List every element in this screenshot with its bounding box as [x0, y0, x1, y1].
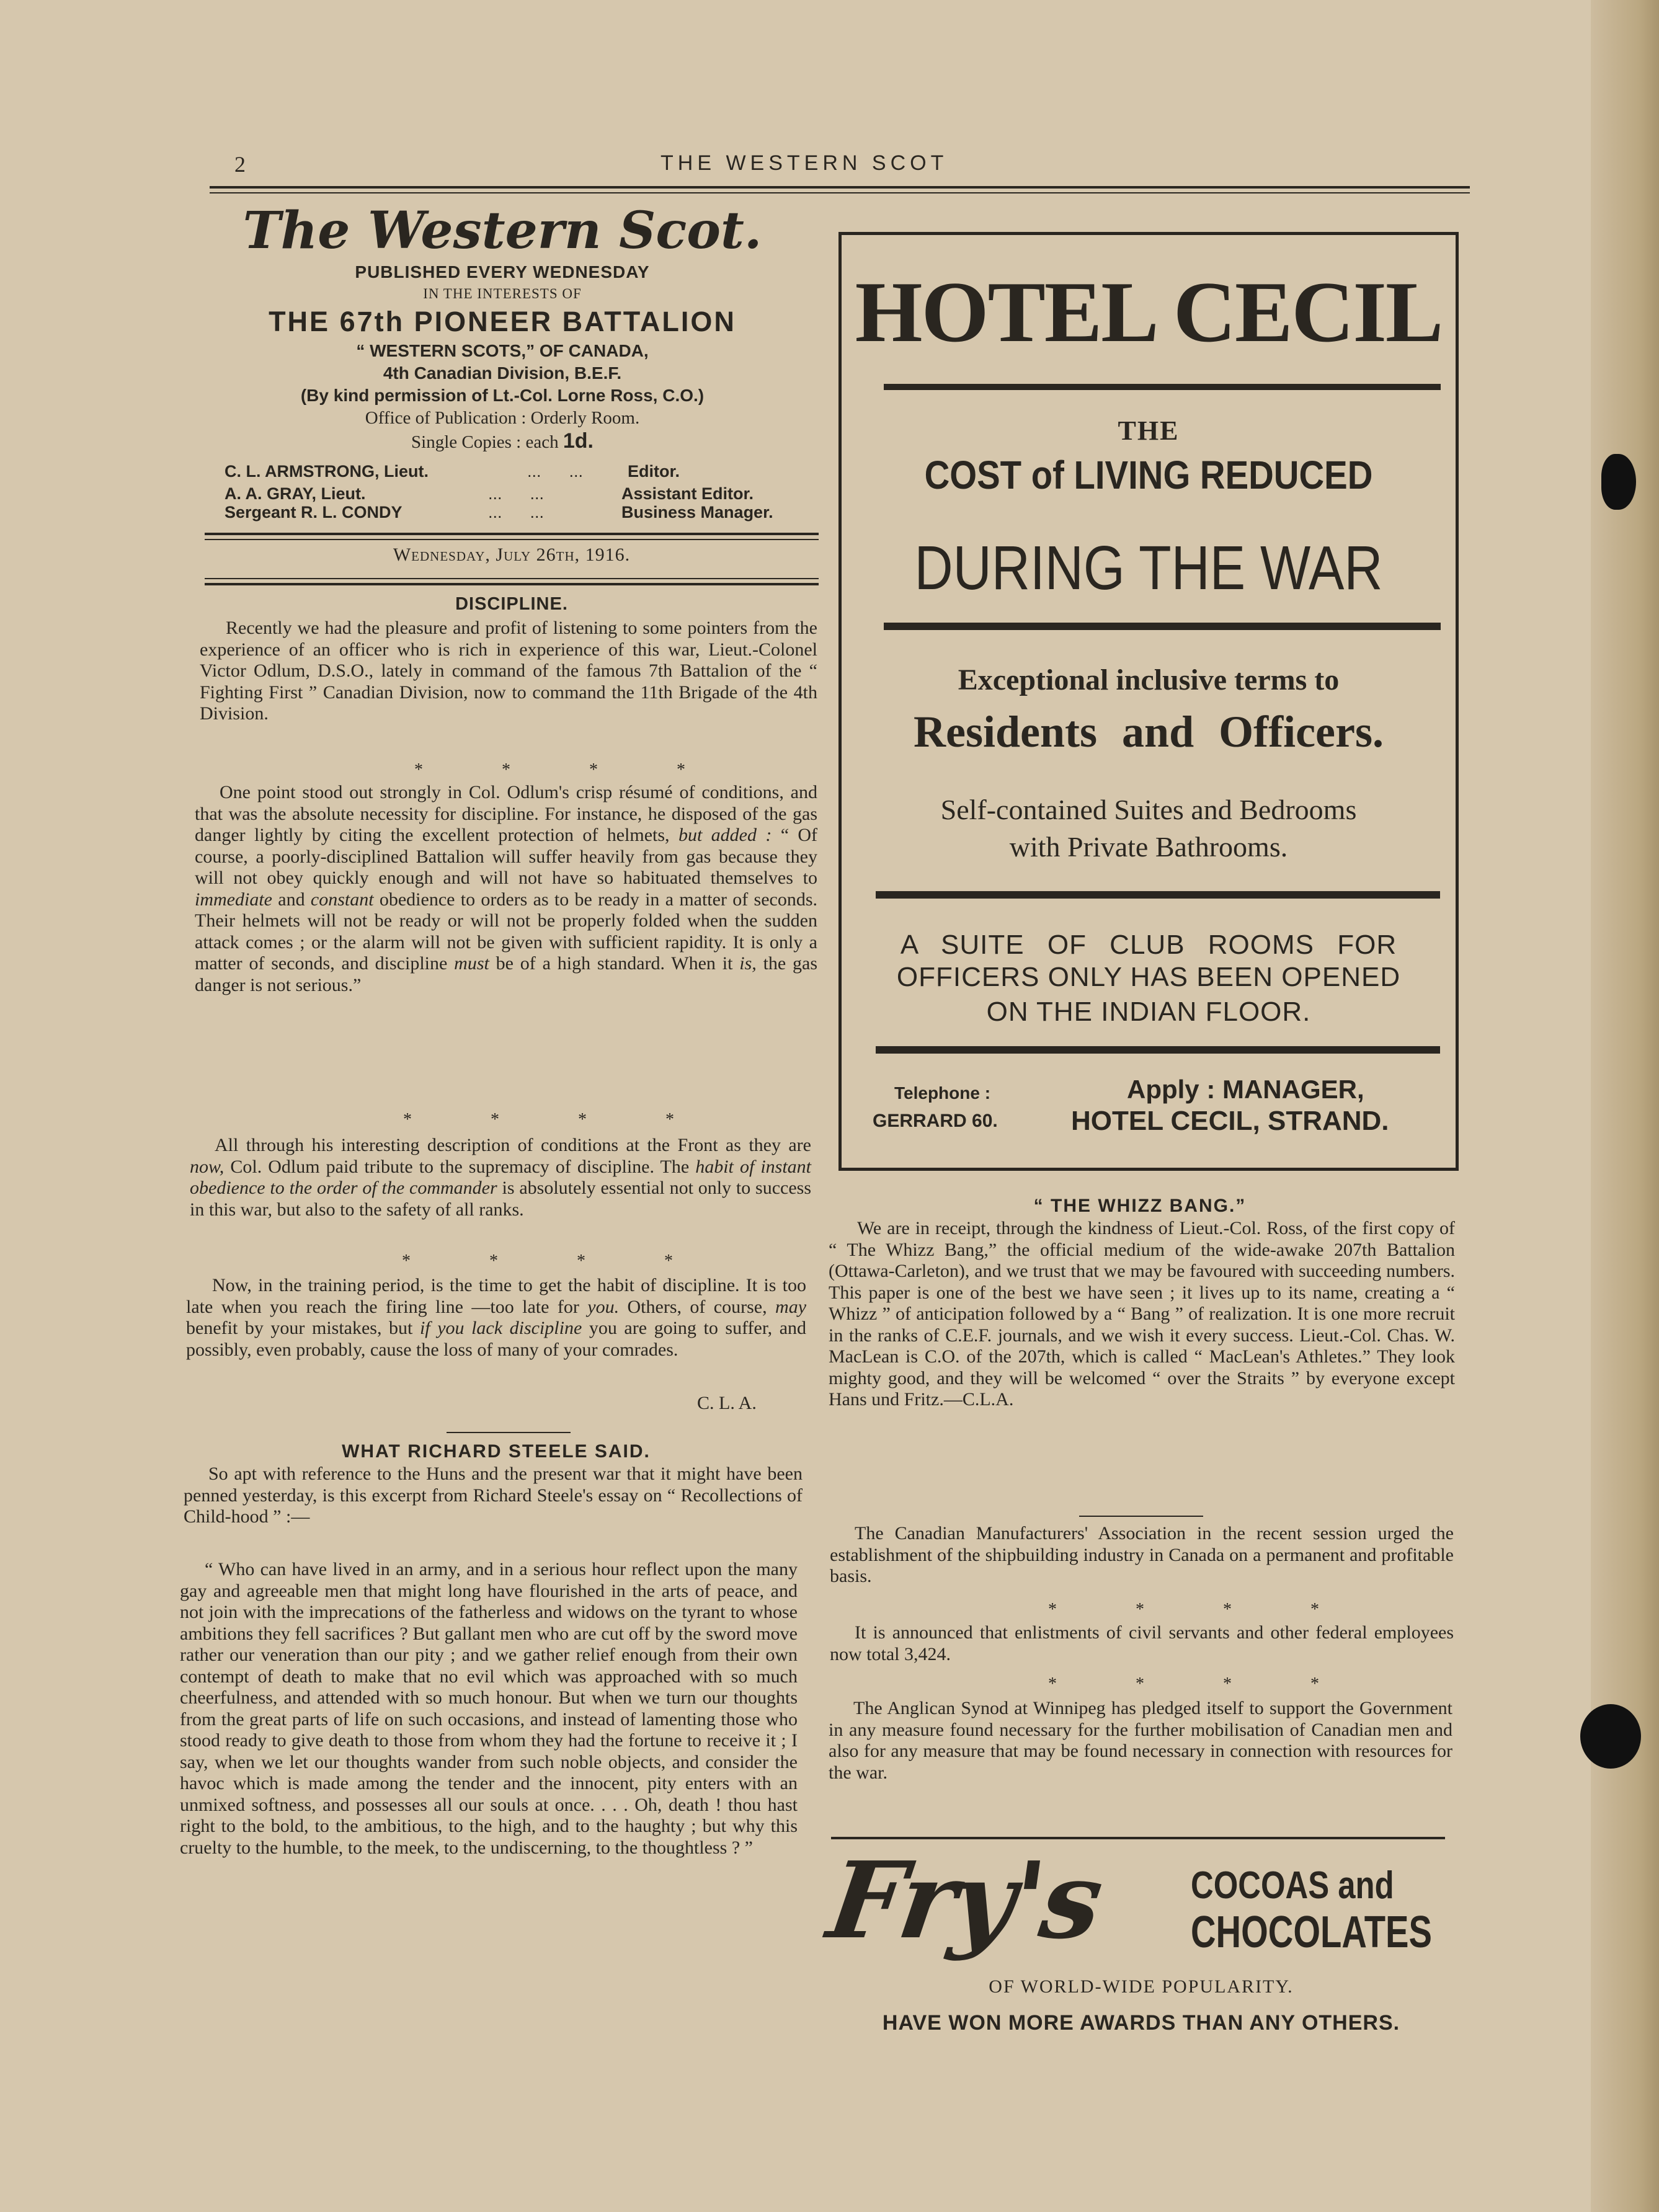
ad-the: THE	[1118, 415, 1180, 446]
article-divider	[1079, 1516, 1203, 1517]
division-line: 4th Canadian Division, B.E.F.	[383, 363, 622, 383]
discipline-signature: C. L. A.	[697, 1393, 757, 1413]
ad-suites-line-2: with Private Bathrooms.	[1009, 831, 1288, 863]
battalion-line: THE 67th PIONEER BATTALION	[269, 306, 736, 337]
discipline-paragraph-4: Now, in the training period, is the time to get the habit of discipline. It is too late when you reach the firing line —too late for you. Others, of course, may benefit by your mistakes, but if you lack discipline you are going to suffer, and possibly, even probably, cause the loss of many of your comrades.	[186, 1275, 807, 1360]
staff-role: Editor.	[628, 462, 680, 481]
staff-role: Business Manager.	[621, 503, 773, 522]
permission-line: (By kind permission of Lt.-Col. Lorne Ross, C.O.)	[300, 386, 705, 405]
staff-row-assistant	[225, 484, 754, 504]
ad-exceptional-terms: Exceptional inclusive terms to	[958, 664, 1340, 696]
staff-row-business	[225, 503, 773, 522]
staff-dots: ... ...	[488, 484, 545, 503]
ad-during-the-war: DURING THE WAR	[914, 533, 1383, 603]
ad-rule	[876, 1046, 1440, 1054]
copies-line	[186, 430, 819, 454]
header-rule-thin	[210, 192, 1470, 193]
ad-cost-of-living: COST of LIVING REDUCED	[924, 453, 1373, 497]
hotel-name: HOTEL CECIL	[855, 264, 1443, 360]
ad-club-line-2: OFFICERS ONLY HAS BEEN OPENED	[896, 962, 1401, 992]
section-stars: * * * *	[402, 1251, 710, 1271]
ad-telephone-number: GERRARD 60.	[873, 1111, 998, 1131]
header-rule	[210, 186, 1470, 189]
section-stars: * * * *	[403, 1110, 711, 1129]
ad-rule	[876, 891, 1440, 899]
ad-telephone-label: Telephone :	[894, 1083, 991, 1103]
issue-date: Wednesday, July 26th, 1916.	[393, 544, 631, 565]
date-rule	[205, 578, 819, 579]
copies-label: Single Copies : each	[411, 432, 559, 452]
page-number: 2	[234, 152, 246, 177]
masthead-rule	[205, 533, 819, 535]
ad-club-line-3: ON THE INDIAN FLOOR.	[986, 997, 1311, 1027]
article-divider	[447, 1432, 571, 1433]
discipline-paragraph-1: Recently we had the pleasure and profit of listening to some pointers from the experience of an officer who is rich in experience of this war, Lieut.-Colonel Victor Odlum, D.S.O., lately in command of the famous 7th Battalion of the “ Fighting First ” Canadian Division, now to command the 11th Brigade of the 4th Division.	[200, 618, 817, 724]
news-item-synod: The Anglican Synod at Winnipeg has pledged itself to support the Government in any measure found necessary for the further mobilisation of Canadian men and also for any measure that may be found necessary in connection with resources for the war.	[829, 1698, 1452, 1783]
hotel-cecil-ad	[838, 232, 1459, 1171]
news-item-enlistments: It is announced that enlistments of civil servants and other federal employees now total 3,424.	[830, 1622, 1454, 1664]
published-line: PUBLISHED EVERY WEDNESDAY	[355, 262, 650, 282]
running-title: THE WESTERN SCOT	[660, 151, 948, 175]
frys-awards: HAVE WON MORE AWARDS THAN ANY OTHERS.	[882, 2011, 1400, 2035]
section-stars: * * * *	[1048, 1600, 1356, 1619]
frys-cocoas: COCOAS and	[1191, 1864, 1394, 1907]
news-item-manufacturers: The Canadian Manufacturers' Association in the recent session urged the establishment of the shipbuilding industry in Canada on a permanent and profitable basis.	[830, 1523, 1454, 1586]
discipline-heading: DISCIPLINE.	[455, 594, 568, 614]
frys-popularity: OF WORLD-WIDE POPULARITY.	[989, 1976, 1294, 1997]
interests-line: IN THE INTERESTS OF	[423, 286, 582, 301]
steele-heading: WHAT RICHARD STEELE SAID.	[342, 1441, 651, 1462]
ad-residents-officers: Residents and Officers.	[914, 707, 1384, 757]
binding-hole	[1601, 454, 1636, 510]
western-scots-line: “ WESTERN SCOTS,” OF CANADA,	[356, 341, 649, 360]
binding-hole	[1580, 1704, 1641, 1769]
ad-rule	[884, 384, 1441, 390]
masthead-rule-thin	[205, 539, 819, 540]
whizz-paragraph: We are in receipt, through the kindness of Lieut.-Col. Ross, of the first copy of “ The Whizz Bang,” the official medium of the wide-awake 207th Battalion (Ottawa-Carleton), and we trust that we may be favoured with succeeding numbers. This paper is one of the best we have seen ; it lives up to its name, creating a “ Whizz ” of anticipation followed by a “ Bang ” of realization. It is one more recruit in the ranks of C.E.F. journals, and we wish it every success. Lieut.-Col. Chas. W. MacLean is C.O. of the 207th, which is called “ MacLean's Athletes.” They look mighty good, and they will be welcomed “ over the Straits ” by everyone except Hans und Fritz.—C.L.A.	[829, 1218, 1455, 1410]
ad-address: HOTEL CECIL, STRAND.	[1071, 1106, 1389, 1136]
ad-apply: Apply : MANAGER,	[1127, 1075, 1364, 1104]
staff-row-editor	[225, 462, 680, 481]
masthead	[186, 202, 819, 454]
staff-name: A. A. GRAY, Lieut.	[225, 484, 366, 503]
whizz-heading: “ THE WHIZZ BANG.”	[1033, 1196, 1247, 1216]
section-stars: * * * *	[414, 760, 723, 780]
frys-ad	[821, 1839, 1457, 2050]
masthead-title: The Western Scot.	[242, 201, 762, 260]
ad-suites-line-1: Self-contained Suites and Bedrooms	[940, 794, 1357, 825]
page-edge-shadow	[1591, 0, 1659, 2212]
copies-price: 1d.	[563, 429, 594, 453]
staff-role: Assistant Editor.	[621, 484, 754, 503]
discipline-paragraph-3: All through his interesting description of conditions at the Front as they are now, Col. Odlum paid tribute to the supremacy of discipline. The habit of instant obedience to the order of the commander is absolutely essential not only to success in this war, but also to the safety of all ranks.	[190, 1135, 812, 1220]
ad-rule	[884, 623, 1441, 630]
staff-name: C. L. ARMSTRONG, Lieut.	[225, 462, 429, 481]
discipline-paragraph-2: One point stood out strongly in Col. Odlum's crisp résumé of conditions, and that was the absolute necessity for discipline. For instance, he disposed of the gas danger lightly by citing the excellent protection of helmets, but added : “ Of course, a poorly-disciplined Battalion will suffer heavily from gas because they will not obey quickly enough and will not have so habituated themselves to immediate and constant obedience to orders as to be ready in a matter of seconds. Their helmets will not be ready or will not be properly folded when the sudden attack comes ; or the alarm will not be given with sufficient rapidity. It is only a matter of seconds, and discipline must be of a high standard. When it is, the gas danger is not serious.”	[195, 782, 818, 995]
section-stars: * * * *	[1048, 1674, 1356, 1694]
staff-dots: ... ...	[488, 503, 545, 522]
steele-paragraph-1: So apt with reference to the Huns and the present war that it might have been penned yesterday, is this excerpt from Richard Steele's essay on “ Recollections of Child-hood ” :—	[184, 1464, 803, 1527]
steele-quote: “ Who can have lived in an army, and in a serious hour reflect upon the many gay and agreeable men that might long have flourished in the arts of peace, and not join with the imprecations of the fatherless and widows on the tyrant to whose ambitions they fell sacrifices ? But gallant men who are cut off by the sword move rather our veneration than our pity ; and we gather relief enough from their own contempt of death to make that no evil which was approached with so much cheerfulness, and attended with so much honour. But when we turn our thoughts from the great parts of life on such occasions, and instead of lamenting those who stood ready to give death to those from whom they had the fortune to receive it ; I say, when we let our thoughts wander from such noble objects, and consider the havoc which is made among the tender and the innocent, pity enters with an unmixed softness, and possesses all our souls at once. . . . Oh, death ! thou hast right to the bold, to the ambitious, to the high, and to the haughty ; but why this cruelty to the humble, to the meek, to the undiscerning, to the thoughtless ? ”	[180, 1559, 798, 1858]
staff-name: Sergeant R. L. CONDY	[225, 503, 403, 522]
date-rule-thick	[205, 583, 819, 585]
frys-brand-logo: Fry's	[821, 1839, 1108, 1963]
staff-dots: ... ...	[527, 462, 584, 481]
ad-club-line-1: A SUITE OF CLUB ROOMS FOR	[900, 930, 1397, 960]
frys-chocolates: CHOCOLATES	[1191, 1908, 1432, 1957]
office-line: Office of Publication : Orderly Room.	[365, 408, 640, 428]
